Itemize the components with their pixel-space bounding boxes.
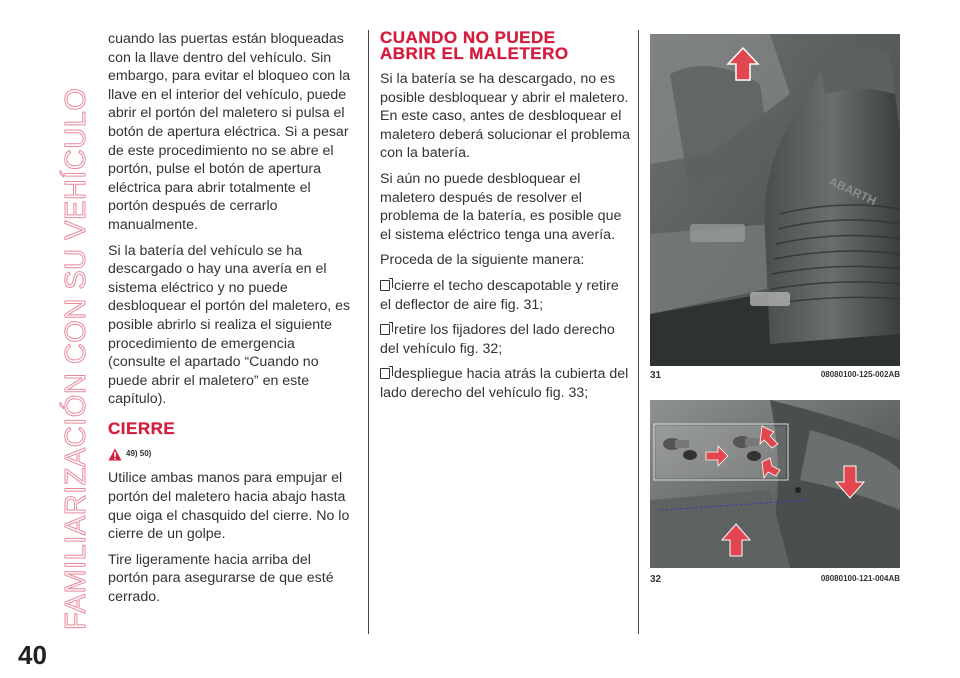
section-heading-maletero [380,30,630,62]
heading-line: CUANDO NO PUEDE [380,28,556,47]
list-item-text: cierre el techo descapotable y retire el deflector de aire fig. 31; [380,277,619,313]
checkbox-bullet-icon [380,368,390,379]
list-item [380,321,630,358]
paragraph: Utilice ambas manos para empujar el portón del maletero hacia abajo hasta que oiga el chasquido del cierre. No lo cierre de un golpe. [108,470,350,543]
warning-refs-text: 49) 50) [126,448,152,458]
column-left [108,30,354,614]
chapter-side-title-text: FAMILIARIZACIÓN CON SU VEHÍCULO [60,87,92,630]
figure-32-fasteners-photo [650,400,900,568]
section-heading-cierre: CIERRE [108,418,176,438]
figure-31-seat-photo [650,34,900,366]
figure-code: 08080100-121-004AB [820,574,900,583]
list-item [380,277,630,314]
figure-caption [650,370,900,381]
paragraph: cuando las puertas están bloqueadas con la llave dentro del vehículo. Sin embargo, para evitar el bloqueo con la llave en el interior del vehículo, puede abrir el portón del maletero si pulsa el botón de apertura eléctrica. Si a pesar de este procedimiento no se abre el portón, pulse el botón de apertura eléctrica para abrir totalmente el portón después de cerrarlo manualmente. [108,31,351,233]
column-middle [380,30,630,410]
paragraph: Si la batería se ha descargado, no es posible desbloquear y abrir el maletero. En este caso, antes de desbloquear el maletero deberá solucionar el problema con la batería. [380,71,630,162]
page-number: 40 [18,640,47,670]
chapter-side-title [54,20,94,630]
fasteners-illustration [650,400,900,568]
figure-code: 08080100-125-002AB [820,370,900,379]
list-item-text: despliegue hacia atrás la cubierta del lado derecho del vehículo fig. 33; [380,366,629,401]
seat-illustration [650,34,900,366]
column-divider [638,30,639,634]
seat-logo-text: ABARTH [826,174,879,209]
paragraph: Si la batería del vehículo se ha descargado o hay una avería en el sistema eléctrico y no puede desbloquear el portón del maletero, es posible abrirlo si realiza el siguiente procedimiento de emergencia (consulte el apartado “Cuando no puede abrir el maletero” en este capítulo). [108,242,351,408]
warning-reference [108,445,354,464]
figure-number: 32 [650,574,662,585]
figure-caption [650,574,900,585]
heading-line: ABRIR EL MALETERO [380,44,569,63]
column-divider [368,30,369,634]
paragraph: Si aún no puede desbloquear el maletero después de resolver el problema de la batería, es posible que el sistema eléctrico tenga una avería. [380,170,622,243]
list-item-text: retire los fijadores del lado derecho del vehículo fig. 32; [380,322,615,357]
paragraph: Tire ligeramente hacia arriba del portón para asegurarse de que esté cerrado. [108,551,334,606]
figure-number: 31 [650,370,662,381]
checkbox-bullet-icon [380,324,390,335]
paragraph: Proceda de la siguiente manera: [380,252,585,269]
warning-triangle-icon [108,448,122,461]
checkbox-bullet-icon [380,280,390,291]
list-item [380,365,630,402]
